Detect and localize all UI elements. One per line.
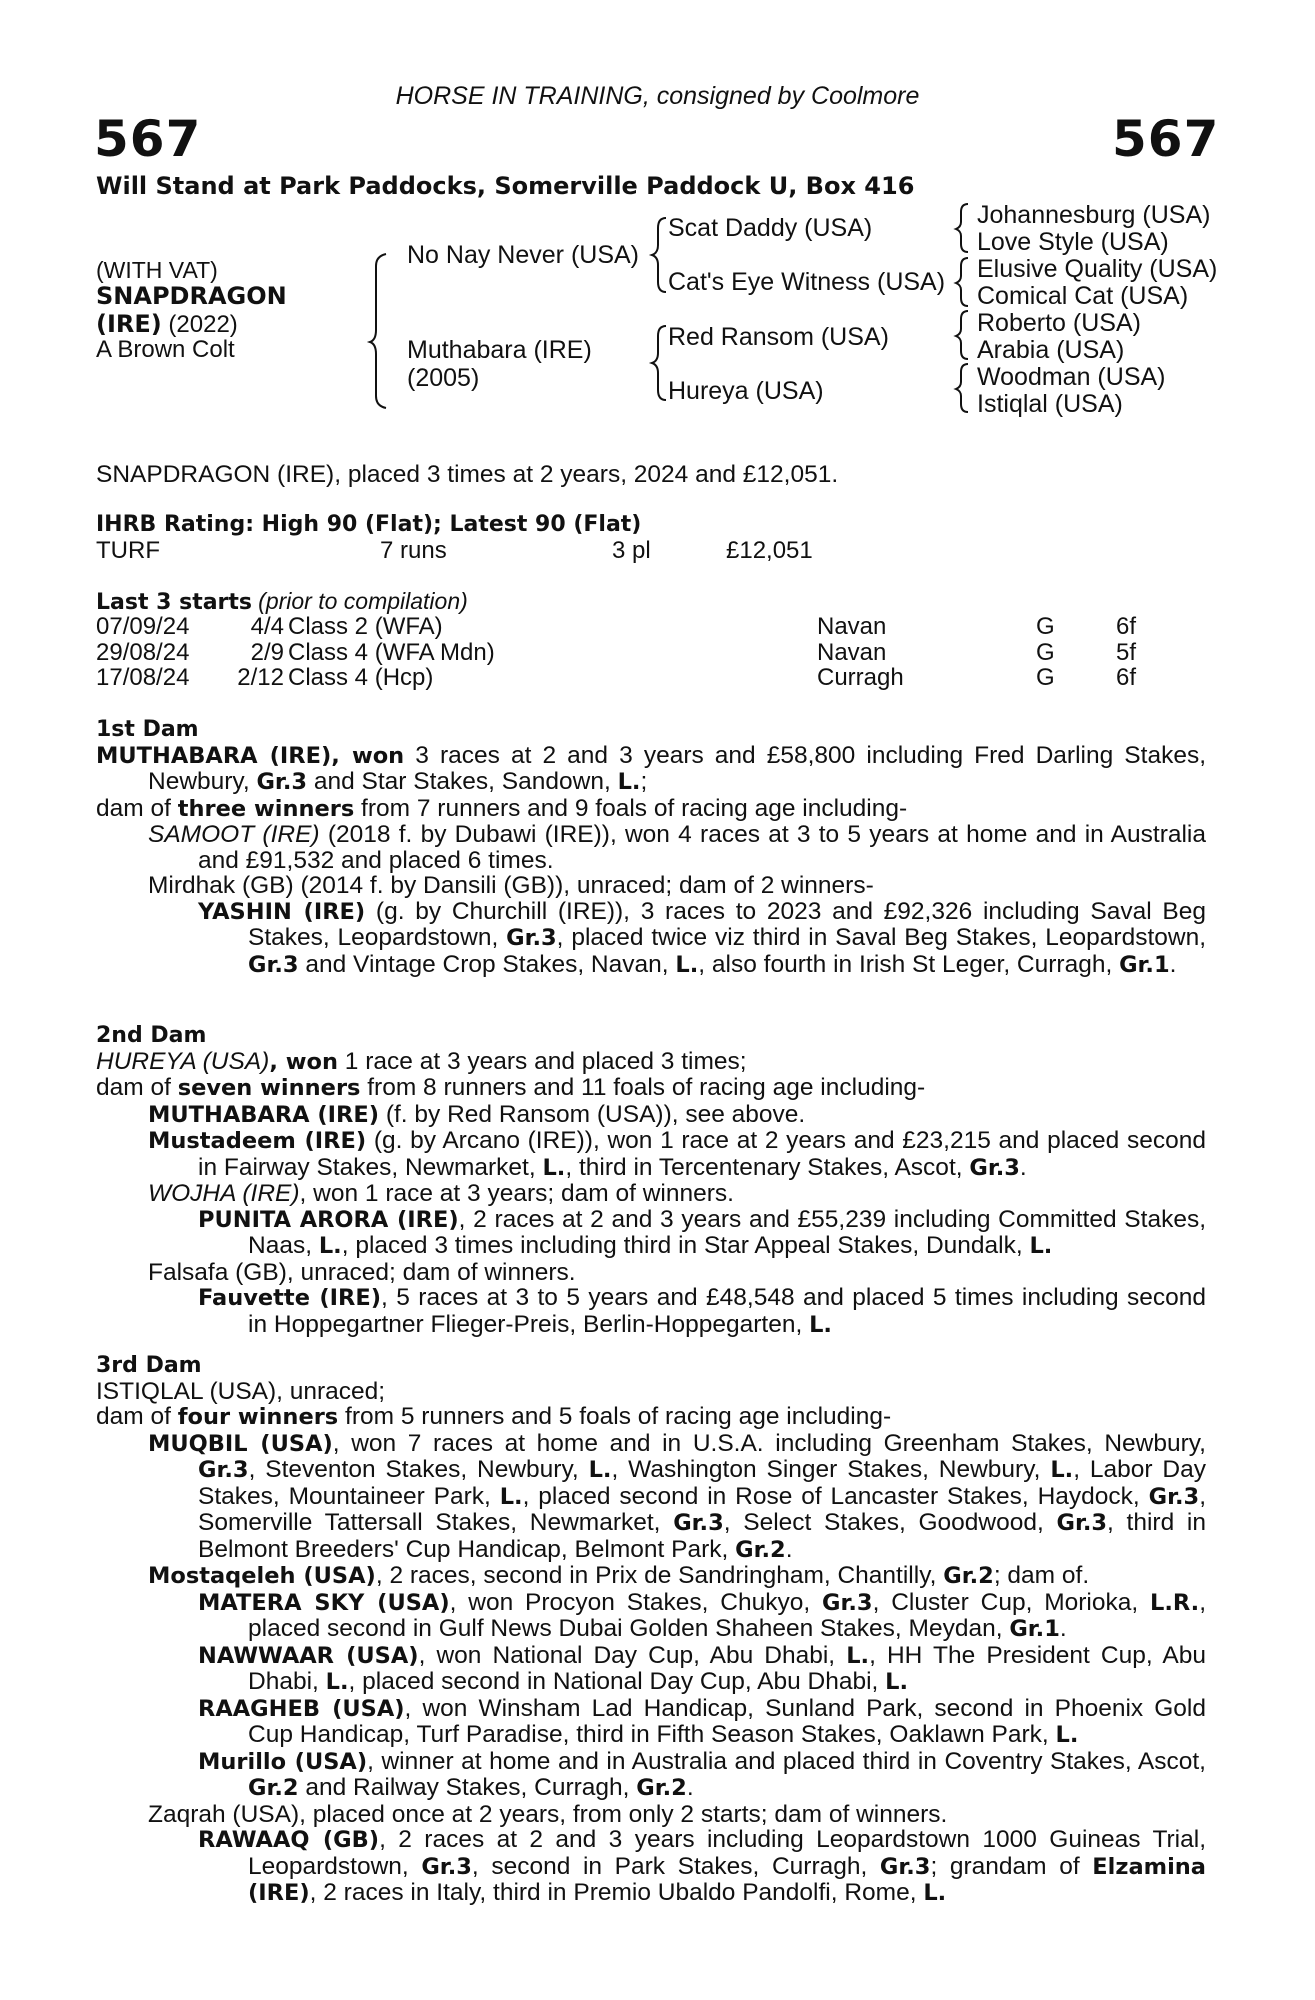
- start-course: Navan: [817, 613, 887, 640]
- pedigree-brace-main: [370, 254, 386, 408]
- listed-label: L.: [588, 1457, 612, 1483]
- text: , 2 races at 2 and 3 years and £55,239 including Committed Stakes, Naas,: [248, 1205, 1207, 1259]
- horse-name-bold: Elzamina (IRE): [248, 1853, 1206, 1906]
- grade-label: Gr.3: [506, 925, 557, 951]
- listed-label: L.: [318, 1233, 342, 1259]
- lot-number-right: 567: [1112, 110, 1220, 168]
- text: dam of: [96, 1403, 178, 1430]
- produce-entry: [96, 822, 1206, 873]
- text: (g. by Churchill (IRE)), 3 races to 2023 and £92,326 including Saval Beg Stakes, Leopardstown,: [248, 897, 1206, 951]
- produce-entry: Zaqrah (USA), placed once at 2 years, from only 2 starts; dam of winners.: [148, 1800, 948, 1828]
- text: and Railway Stakes, Curragh,: [298, 1774, 637, 1801]
- start-distance: 6f: [1116, 664, 1137, 691]
- start-row: [96, 614, 1196, 640]
- start-race: Class 4 (WFA Mdn): [288, 638, 495, 666]
- horse-name-bold: MUQBIL (USA): [148, 1430, 333, 1457]
- start-distance: 5f: [1116, 638, 1137, 666]
- produce-entry: Falsafa (GB), unraced; dam of winners.: [148, 1258, 576, 1286]
- listed-label: L.: [885, 1669, 909, 1695]
- pedigree-g3-1: Johannesburg (USA): [977, 201, 1211, 229]
- text: ;: [640, 768, 648, 795]
- text: , placed second in National Day Cup, Abu Dhabi,: [348, 1668, 886, 1695]
- text: , 2 races, second in Prix de Sandringham, Chantilly,: [375, 1562, 944, 1589]
- pedigree-dam-year: (2005): [407, 364, 480, 392]
- start-position: 2/12: [237, 664, 284, 691]
- last-starts-note: (prior to compilation): [258, 588, 468, 614]
- lot-number-left: 567: [94, 110, 202, 168]
- start-going: G: [1036, 638, 1055, 666]
- text: 3 races at 2 and 3 years and £58,800 including Fred Darling Stakes, Newbury,: [148, 741, 1206, 795]
- text: .: [1169, 950, 1177, 978]
- produce-entry: [96, 1827, 1206, 1907]
- text: , 2 races at 2 and 3 years including Leopardstown 1000 Guineas Trial, Leopardstown,: [248, 1826, 1206, 1880]
- listed-label: L.: [325, 1669, 349, 1695]
- horse-name-italic: WOJHA (IRE): [148, 1180, 300, 1207]
- start-date: 29/08/24: [96, 638, 190, 666]
- text: dam of: [96, 794, 178, 822]
- dam-produce-summary: [96, 796, 1206, 823]
- start-distance: 6f: [1116, 613, 1137, 640]
- text: (2018 f. by Dubawi (IRE)), won 4 races at 3 to 5 years at home and in Australia and £91,532 and placed 6 times.: [198, 821, 1206, 874]
- horse-name-bold: NAWWAAR (USA): [198, 1642, 419, 1669]
- text: dam of: [96, 1074, 178, 1101]
- grade-label: Gr.3: [673, 1510, 724, 1536]
- text: , placed 3 times including third in Star Appeal Stakes, Dundalk,: [341, 1232, 1030, 1259]
- pedigree-brace-ds: [956, 311, 968, 359]
- text: (f. by Red Ransom (USA)), see above.: [379, 1100, 806, 1128]
- pedigree-dam: Muthabara (IRE): [407, 336, 592, 364]
- rating-surface: TURF: [96, 537, 160, 564]
- text: , Labor Day Stakes, Mountaineer Park,: [198, 1456, 1206, 1510]
- horse-name-bold: YASHIN (IRE): [198, 898, 366, 925]
- start-going: G: [1036, 613, 1055, 640]
- text: , won Winsham Lad Handicap, Sunland Park, second in Phoenix Gold Cup Handicap, Turf Paradise, third in Fifth Season Stakes, Oaklawn Park,: [248, 1694, 1206, 1748]
- listed-label: L.: [542, 1154, 566, 1181]
- text: .: [686, 1774, 694, 1801]
- second-dam-section: [96, 1023, 1206, 1338]
- horse-name-bold: Mostaqeleh (USA): [148, 1563, 376, 1589]
- horse-name-bold: MUTHABARA (IRE): [96, 742, 332, 769]
- listed-label: L.: [923, 1880, 947, 1906]
- start-row: [96, 665, 1196, 691]
- text: from 7 runners and 9 foals of racing age including-: [354, 794, 908, 822]
- pedigree-sire-sire: Scat Daddy (USA): [668, 214, 873, 242]
- grade-label: Gr.3: [256, 769, 308, 795]
- text: , Select Stakes, Goodwood,: [723, 1509, 1057, 1536]
- last-starts-heading: [96, 588, 468, 615]
- text: , Somerville Tattersall Stakes, Newmarket,: [198, 1482, 1206, 1536]
- horse-name-bold: PUNITA ARORA (IRE): [198, 1206, 459, 1233]
- text: , winner at home and in Australia and placed third in Coventry Stakes, Ascot,: [367, 1747, 1206, 1775]
- listed-label: L.R.: [1150, 1589, 1200, 1616]
- pedigree-sire: No Nay Never (USA): [407, 241, 639, 269]
- listed-label: L.: [1050, 1457, 1074, 1483]
- last-starts-title: Last 3 starts: [96, 590, 253, 615]
- text: , won 7 races at home and in U.S.A. including Greenham Stakes, Newbury,: [332, 1429, 1206, 1457]
- produce-entry: [96, 1181, 1206, 1207]
- start-race: Class 4 (Hcp): [288, 664, 434, 691]
- text: , won National Day Cup, Abu Dhabi,: [418, 1641, 847, 1669]
- produce-entry: [96, 1431, 1206, 1564]
- produce-entry: [96, 1590, 1206, 1643]
- pedigree-brace-ss: [956, 204, 968, 252]
- horse-name-bold: RAAGHEB (USA): [198, 1695, 405, 1722]
- start-row: [96, 640, 1196, 666]
- pedigree-g3-2: Love Style (USA): [977, 228, 1169, 256]
- produce-entry: [96, 1207, 1206, 1260]
- text: (g. by Arcano (IRE)), won 1 race at 2 years and £23,215 and placed second in Fairway Stakes, Newmarket,: [198, 1127, 1206, 1181]
- produce-entry: [96, 1696, 1206, 1749]
- pedigree-brace-dam: [652, 326, 666, 400]
- grade-label: Gr.3: [879, 1853, 931, 1880]
- vat-note: (WITH VAT): [96, 257, 218, 283]
- text: , won 1 race at 3 years; dam of winners.: [299, 1180, 734, 1207]
- horse-origin: (IRE): [96, 310, 162, 338]
- winners-count: four winners: [177, 1404, 339, 1430]
- pedigree-g3-4: Comical Cat (USA): [977, 282, 1189, 310]
- pedigree-brace-sd: [956, 258, 968, 306]
- text: ; grandam of: [930, 1852, 1093, 1880]
- dam-record: [96, 1049, 1206, 1076]
- last-starts-table: [96, 614, 1196, 691]
- pedigree-brace-dd: [956, 364, 968, 412]
- text: , HH The President Cup, Abu Dhabi,: [248, 1641, 1206, 1695]
- consignor-subtitle: HORSE IN TRAINING, consigned by Coolmore: [395, 82, 920, 110]
- grade-label: Gr.3: [822, 1589, 873, 1616]
- text: , placed second in Rose of Lancaster Stakes, Haydock,: [522, 1482, 1149, 1510]
- rating-placed: 3 pl: [612, 537, 651, 564]
- text: , third in Tercentenary Stakes, Ascot,: [565, 1153, 970, 1181]
- dam-record: ISTIQLAL (USA), unraced;: [96, 1377, 386, 1405]
- horse-name-bold: MUTHABARA (IRE): [148, 1101, 380, 1128]
- start-course: Navan: [817, 638, 887, 666]
- grade-label: Gr.3: [421, 1853, 472, 1880]
- produce-entry: [96, 1643, 1206, 1696]
- text: .: [1019, 1153, 1027, 1181]
- grade-label: Gr.3: [1148, 1483, 1200, 1510]
- text: , Cluster Cup, Morioka,: [872, 1588, 1150, 1616]
- third-dam-section: [96, 1353, 1206, 1907]
- text: , also fourth in Irish St Leger, Curragh,: [698, 950, 1120, 978]
- listed-label: L.: [1055, 1722, 1079, 1748]
- horse-name-bold: RAWAAQ (GB): [198, 1827, 380, 1853]
- winners-count: seven winners: [177, 1075, 361, 1101]
- listed-label: L.: [1029, 1233, 1053, 1259]
- text: , 5 races at 3 to 5 years and £48,548 and placed 5 times including second in Hoppegartner Flieger-Preis, Berlin-Hoppegarten,: [248, 1284, 1206, 1338]
- produce-entry: Mirdhak (GB) (2014 f. by Dansili (GB)), unraced; dam of 2 winners-: [148, 872, 874, 899]
- text: .: [1059, 1615, 1067, 1642]
- listed-label: L.: [675, 951, 699, 978]
- dam-produce-summary: [96, 1075, 1206, 1102]
- start-going: G: [1036, 664, 1055, 691]
- pedigree-sire-dam: Cat's Eye Witness (USA): [668, 268, 946, 296]
- first-dam-heading: 1st Dam: [96, 717, 199, 742]
- race-summary: SNAPDRAGON (IRE), placed 3 times at 2 years, 2024 and £12,051.: [96, 461, 839, 488]
- grade-label: Gr.3: [248, 951, 299, 978]
- grade-label: Gr.3: [969, 1154, 1020, 1181]
- dam-record: [96, 743, 1206, 796]
- pedigree-g3-3: Elusive Quality (USA): [977, 255, 1218, 283]
- text: , won Procyon Stakes, Chukyo,: [449, 1588, 822, 1616]
- pedigree-g3-7: Woodman (USA): [977, 363, 1166, 391]
- grade-label: Gr.1: [1119, 951, 1170, 978]
- text: and Vintage Crop Stakes, Navan,: [298, 950, 676, 978]
- text: .: [785, 1535, 793, 1563]
- start-position: 2/9: [250, 638, 284, 666]
- grade-label: Gr.2: [248, 1775, 299, 1801]
- pedigree-g3-5: Roberto (USA): [977, 309, 1141, 337]
- rating-title: IHRB Rating: High 90 (Flat); Latest 90 (Flat): [96, 512, 642, 537]
- pedigree-brace-sire: [652, 218, 666, 292]
- start-date: 17/08/24: [96, 664, 190, 691]
- third-dam-heading: 3rd Dam: [96, 1353, 202, 1378]
- text: , Washington Singer Stakes, Newbury,: [611, 1456, 1051, 1483]
- pedigree-dam-dam: Hureya (USA): [668, 377, 824, 405]
- rating-prize: £12,051: [726, 537, 813, 564]
- grade-label: Gr.2: [735, 1536, 786, 1563]
- produce-entry: [96, 1285, 1206, 1338]
- text: , placed second in Gulf News Dubai Golden Shaheen Stakes, Meydan,: [248, 1588, 1206, 1642]
- second-dam-heading: 2nd Dam: [96, 1023, 207, 1048]
- first-dam-section: [96, 717, 1206, 978]
- produce-entry: [96, 1102, 1206, 1129]
- produce-entry: [96, 1128, 1206, 1181]
- horse-name-bold: Murillo (USA): [198, 1748, 368, 1775]
- listed-label: L.: [809, 1311, 832, 1338]
- text: from 8 runners and 11 foals of racing age including-: [360, 1074, 926, 1101]
- text: 1 race at 3 years and placed 3 times;: [338, 1047, 747, 1075]
- start-race: Class 2 (WFA): [288, 613, 443, 640]
- text: , third in Belmont Breeders' Cup Handicap, Belmont Park,: [198, 1509, 1206, 1563]
- horse-name-bold: Fauvette (IRE): [198, 1285, 382, 1311]
- rating-runs: 7 runs: [380, 537, 447, 564]
- grade-label: Gr.2: [943, 1563, 994, 1589]
- horse-description: A Brown Colt: [96, 336, 235, 363]
- horse-name: SNAPDRAGON: [96, 282, 287, 310]
- horse-name-bold: MATERA SKY (USA): [198, 1589, 450, 1616]
- start-date: 07/09/24: [96, 613, 190, 640]
- produce-entry: [96, 1749, 1206, 1802]
- won-label: , won: [269, 1048, 338, 1075]
- text: , 2 races in Italy, third in Premio Ubaldo Pandolfi, Rome,: [309, 1879, 924, 1906]
- text: ; dam of.: [993, 1562, 1090, 1589]
- won-label: , won: [331, 742, 405, 769]
- grade-label: Gr.1: [1009, 1616, 1060, 1642]
- stand-location: Will Stand at Park Paddocks, Somerville Paddock U, Box 416: [96, 172, 915, 200]
- horse-name-italic: HUREYA (USA): [96, 1047, 270, 1075]
- produce-entry: [96, 1563, 1206, 1590]
- grade-label: Gr.3: [1056, 1510, 1108, 1536]
- text: from 5 runners and 5 foals of racing age including-: [338, 1403, 892, 1430]
- pedigree-dam-sire: Red Ransom (USA): [668, 323, 889, 351]
- horse-name-bold: Mustadeem (IRE): [148, 1128, 367, 1154]
- listed-label: L.: [499, 1483, 523, 1510]
- horse-year: (2022): [168, 311, 238, 338]
- pedigree-g3-8: Istiqlal (USA): [977, 390, 1123, 418]
- text: and Star Stakes, Sandown,: [307, 768, 618, 795]
- dam-produce-summary: [96, 1404, 1206, 1431]
- start-course: Curragh: [817, 664, 904, 691]
- winners-count: three winners: [177, 795, 355, 822]
- text: , Steventon Stakes, Newbury,: [248, 1456, 589, 1483]
- pedigree-g3-6: Arabia (USA): [977, 336, 1125, 364]
- grade-label: Gr.2: [636, 1775, 687, 1801]
- grade-label: Gr.3: [198, 1457, 249, 1483]
- text: , second in Park Stakes, Curragh,: [471, 1852, 880, 1880]
- produce-entry: [96, 899, 1206, 979]
- horse-name-italic: SAMOOT (IRE): [148, 821, 320, 848]
- text: , placed twice viz third in Saval Beg Stakes, Leopardstown,: [556, 924, 1207, 951]
- listed-label: L.: [617, 769, 641, 795]
- listed-label: L.: [846, 1642, 870, 1669]
- start-position: 4/4: [250, 613, 284, 640]
